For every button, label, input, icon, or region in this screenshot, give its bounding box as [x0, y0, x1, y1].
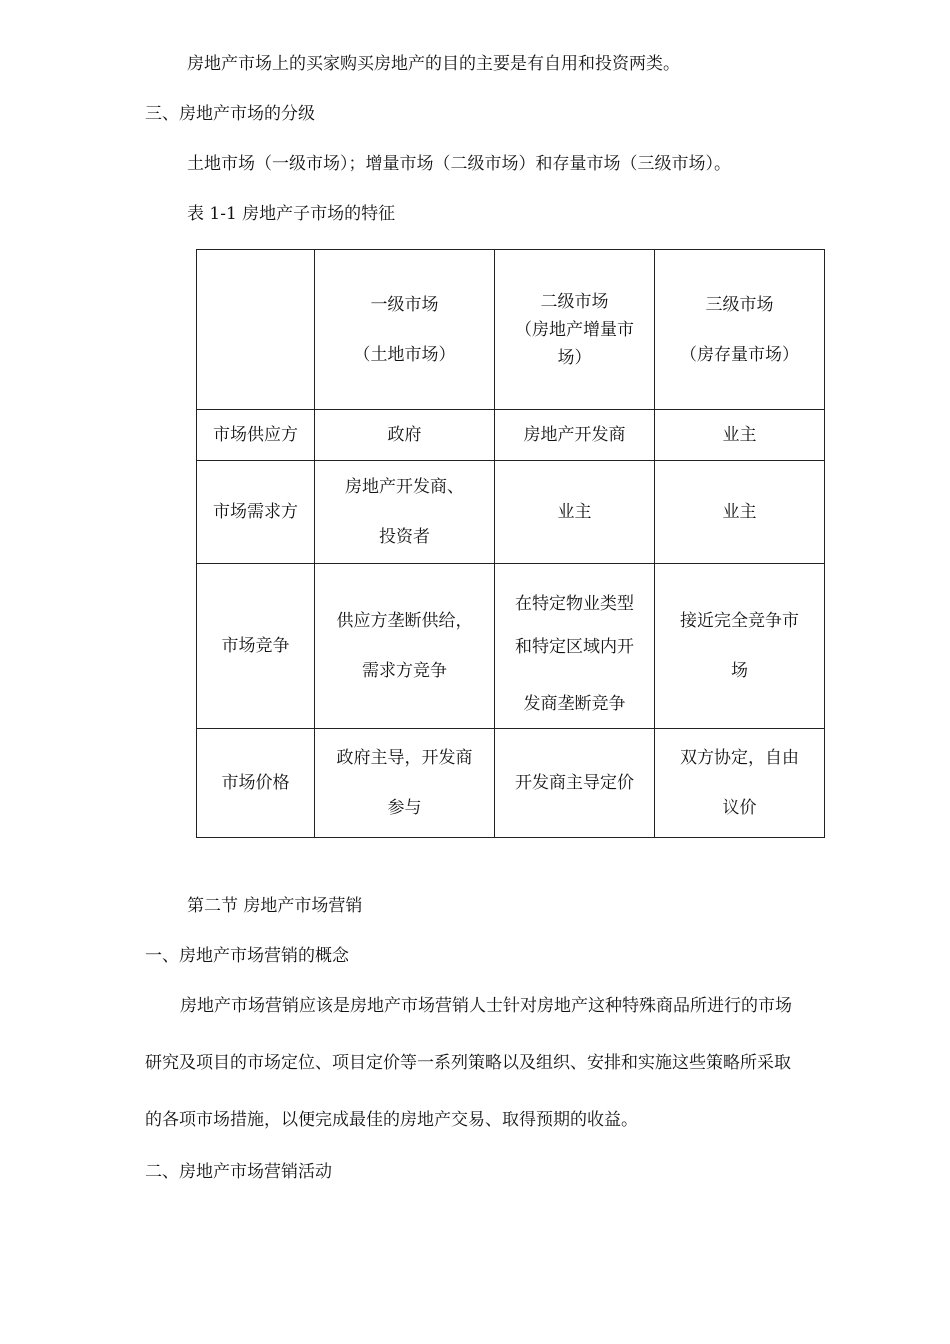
concept-line: 研究及项目的市场定位、项目定价等一系列策略以及组织、安排和实施这些策略所采取 — [145, 1053, 791, 1073]
row-label: 市场竞争 — [197, 564, 315, 729]
row-label: 市场供应方 — [197, 410, 315, 461]
table-cell: 开发商主导定价 — [495, 729, 655, 838]
activity-heading: 二、房地产市场营销活动 — [145, 1162, 332, 1182]
table-row — [197, 564, 825, 729]
section3-text: 土地市场（一级市场）；增量市场（二级市场）和存量市场（三级市场）。 — [187, 154, 731, 174]
table-row — [197, 410, 825, 461]
table-cell: 业主 — [655, 461, 825, 564]
table-cell: 业主 — [495, 461, 655, 564]
table-caption: 表 1-1 房地产子市场的特征 — [187, 204, 396, 224]
row-label: 市场需求方 — [197, 461, 315, 564]
intro-line: 房地产市场上的买家购买房地产的目的主要是有自用和投资两类。 — [187, 54, 680, 74]
market-table — [196, 249, 825, 838]
header-primary-market: 一级市场 （土地市场） — [315, 250, 495, 410]
table-cell: 在特定物业类型 和特定区域内开 发商垄断竞争 — [495, 564, 655, 729]
concept-line: 的各项市场措施，以便完成最佳的房地产交易、取得预期的收益。 — [145, 1110, 638, 1130]
table-cell: 房地产开发商 — [495, 410, 655, 461]
table-row — [197, 729, 825, 838]
header-secondary-market: 二级市场 （房地产增量市 场） — [495, 250, 655, 410]
table-cell: 供应方垄断供给， 需求方竞争 — [315, 564, 495, 729]
table-corner-cell — [197, 250, 315, 410]
table-cell: 双方协定，自由 议价 — [655, 729, 825, 838]
table-header-row — [197, 250, 825, 410]
section-title: 第二节 房地产市场营销 — [187, 896, 363, 916]
table-cell: 业主 — [655, 410, 825, 461]
concept-line: 房地产市场营销应该是房地产市场营销人士针对房地产这种特殊商品所进行的市场 — [180, 996, 792, 1016]
table-cell: 房地产开发商、 投资者 — [315, 461, 495, 564]
table-cell: 政府主导，开发商 参与 — [315, 729, 495, 838]
section3-heading: 三、房地产市场的分级 — [145, 104, 315, 124]
header-tertiary-market: 三级市场 （房存量市场） — [655, 250, 825, 410]
concept-heading: 一、房地产市场营销的概念 — [145, 946, 349, 966]
table-row — [197, 461, 825, 564]
table-cell: 政府 — [315, 410, 495, 461]
table-cell: 接近完全竞争市 场 — [655, 564, 825, 729]
row-label: 市场价格 — [197, 729, 315, 838]
